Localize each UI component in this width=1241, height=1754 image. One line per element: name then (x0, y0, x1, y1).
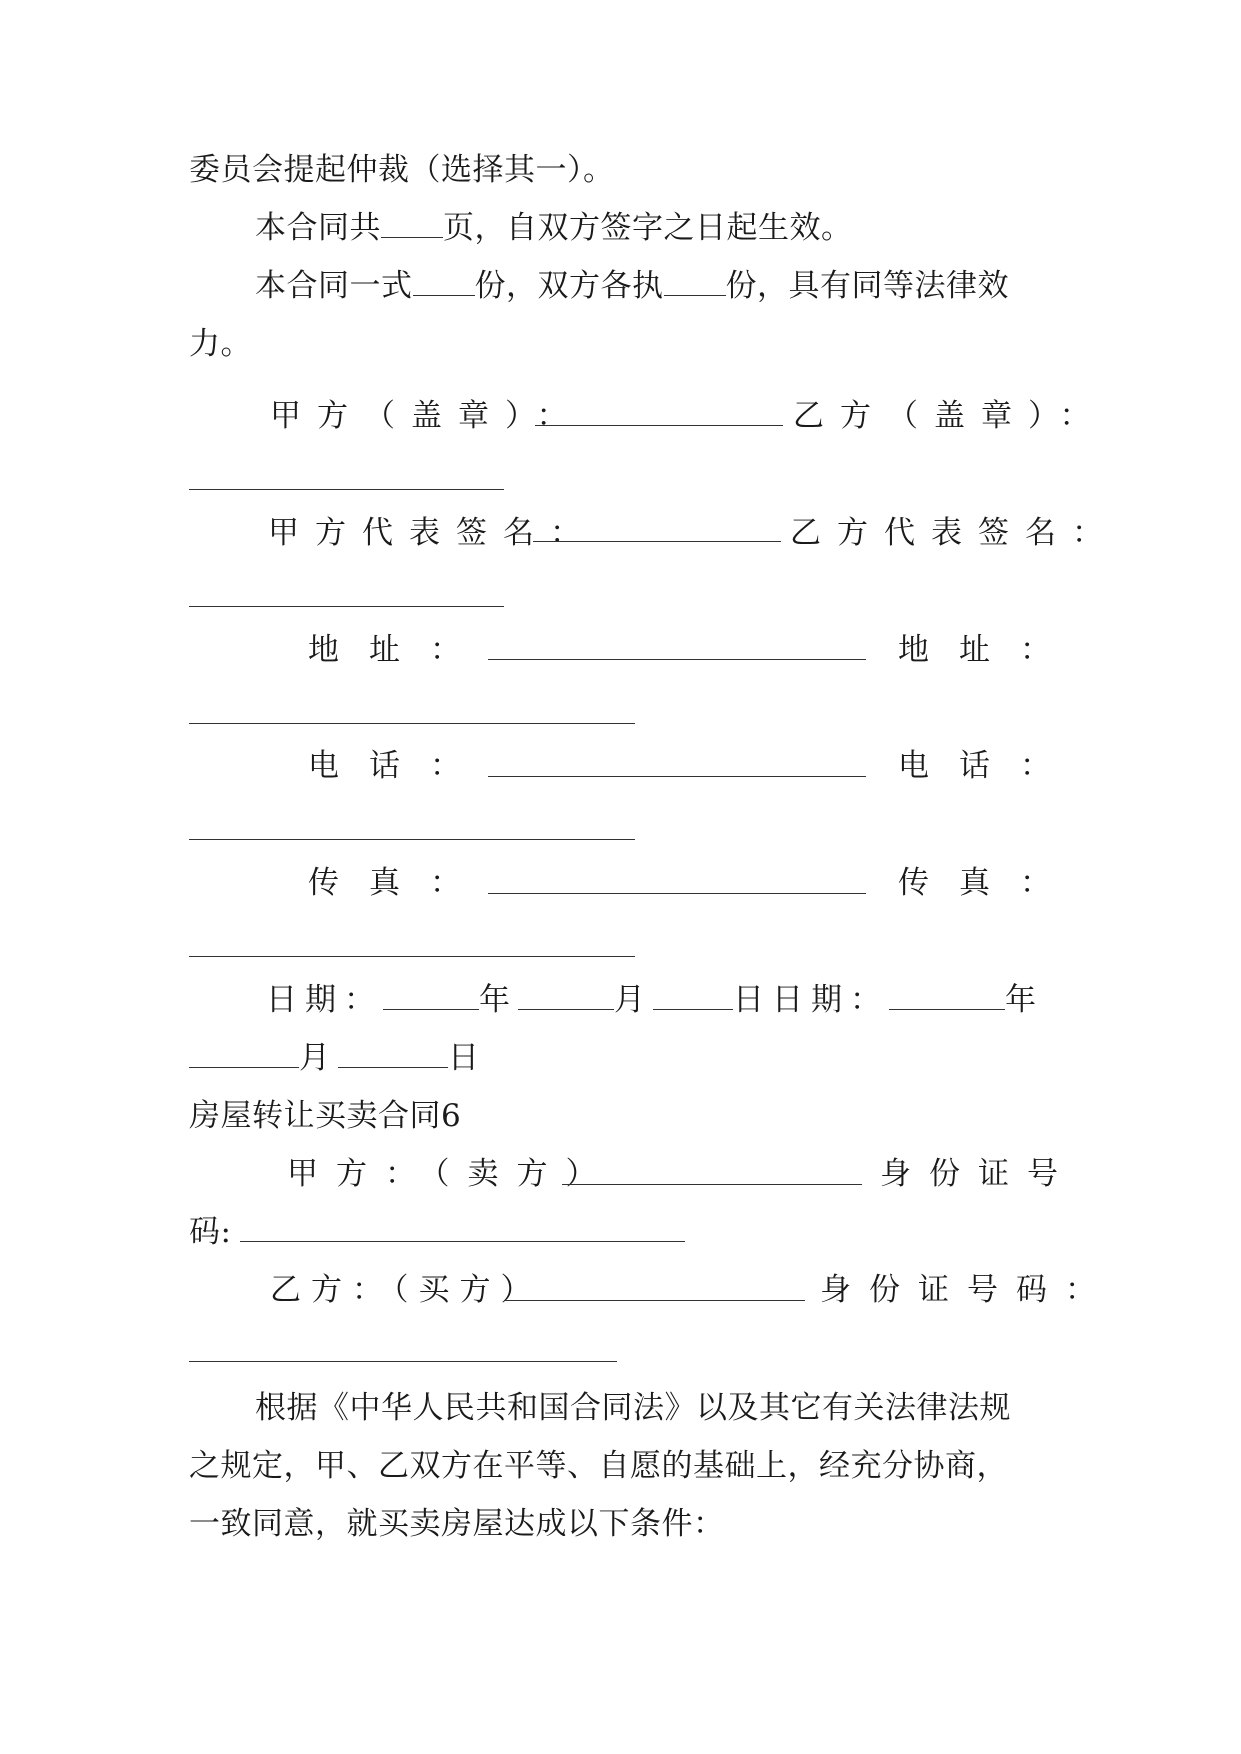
party-b-fax-field[interactable] (189, 955, 635, 957)
party-a-rep-field[interactable] (533, 540, 781, 542)
pages-blank[interactable] (381, 209, 443, 238)
seller-name-field[interactable] (562, 1183, 862, 1185)
party-b-seal-field[interactable] (189, 488, 504, 490)
seller-label: 甲方：（卖方） (287, 1156, 615, 1192)
party-a-date-label: 日期： (266, 982, 383, 1018)
party-b-fax-label: 传真： (898, 865, 1081, 901)
party-a-address-label: 地址： (308, 632, 491, 668)
seller-id-label: 身份证号 (880, 1156, 1076, 1192)
clause-copies (255, 266, 1117, 306)
party-b-year-blank[interactable] (889, 981, 1005, 1010)
month-label-a: 月 (614, 982, 653, 1018)
party-b-month-blank[interactable] (189, 1039, 299, 1068)
party-b-rep-field[interactable] (189, 605, 504, 607)
party-a-fax-field[interactable] (488, 892, 866, 894)
seller-id-cont: 码: (189, 1214, 232, 1250)
day-label-a: 日 (733, 982, 772, 1018)
clause-copies-text-c: 份，具有同等法律效 (725, 268, 1009, 304)
clause-copies-cont: 力。 (189, 326, 252, 362)
party-a-year-blank[interactable] (383, 981, 479, 1010)
party-a-seal-field[interactable] (535, 424, 783, 426)
body-line-1: 根据《中华人民共和国合同法》以及其它有关法律法规 (255, 1390, 1011, 1426)
party-b-phone-label: 电话： (898, 748, 1081, 784)
buyer-label: 乙方：（买方） (270, 1272, 542, 1308)
day-label-b: 日 (448, 1040, 487, 1076)
party-a-day-blank[interactable] (653, 981, 733, 1010)
party-b-day-blank[interactable] (338, 1039, 448, 1068)
date-row (266, 980, 1128, 1020)
copies-each-blank[interactable] (664, 267, 726, 296)
date-row-cont (189, 1038, 1051, 1078)
clause-arbitration: 委员会提起仲裁（选择其一）。 (189, 152, 615, 188)
year-label-b: 年 (1005, 982, 1044, 1018)
party-b-address-label: 地址： (898, 632, 1081, 668)
clause-copies-text-b: 份，双方各执 (474, 268, 664, 304)
buyer-id-label: 身份证号码： (820, 1272, 1114, 1308)
buyer-name-field[interactable] (505, 1299, 805, 1301)
body-line-3: 一致同意，就买卖房屋达成以下条件： (189, 1506, 725, 1542)
party-a-address-field[interactable] (488, 658, 866, 660)
party-a-month-blank[interactable] (518, 981, 614, 1010)
party-b-address-field[interactable] (189, 722, 635, 724)
clause-copies-text-a: 本合同一式 (255, 268, 413, 304)
contract-heading: 房屋转让买卖合同6 (189, 1098, 462, 1134)
party-b-rep-label: 乙方代表签名： (790, 515, 1119, 551)
party-a-phone-label: 电话： (308, 748, 491, 784)
seller-id-field[interactable] (240, 1240, 685, 1242)
party-b-seal-label: 乙方（盖章）： (793, 398, 1107, 434)
party-a-phone-field[interactable] (488, 775, 866, 777)
clause-pages-text-a: 本合同共 (255, 210, 381, 246)
clause-pages (255, 208, 1117, 248)
clause-pages-text-b: 页，自双方签字之日起生效。 (443, 210, 853, 246)
buyer-id-field[interactable] (189, 1360, 617, 1362)
party-a-seal-label: 甲方（盖章）： (270, 398, 584, 434)
year-label-a: 年 (479, 982, 518, 1018)
copies-blank[interactable] (413, 267, 475, 296)
party-b-phone-field[interactable] (189, 838, 635, 840)
party-a-fax-label: 传真： (308, 865, 491, 901)
month-label-b: 月 (299, 1040, 338, 1076)
party-b-date-label: 日期： (772, 982, 889, 1018)
body-line-2: 之规定，甲、乙双方在平等、自愿的基础上，经充分协商， (189, 1448, 1008, 1484)
party-a-rep-label: 甲方代表签名： (268, 515, 597, 551)
